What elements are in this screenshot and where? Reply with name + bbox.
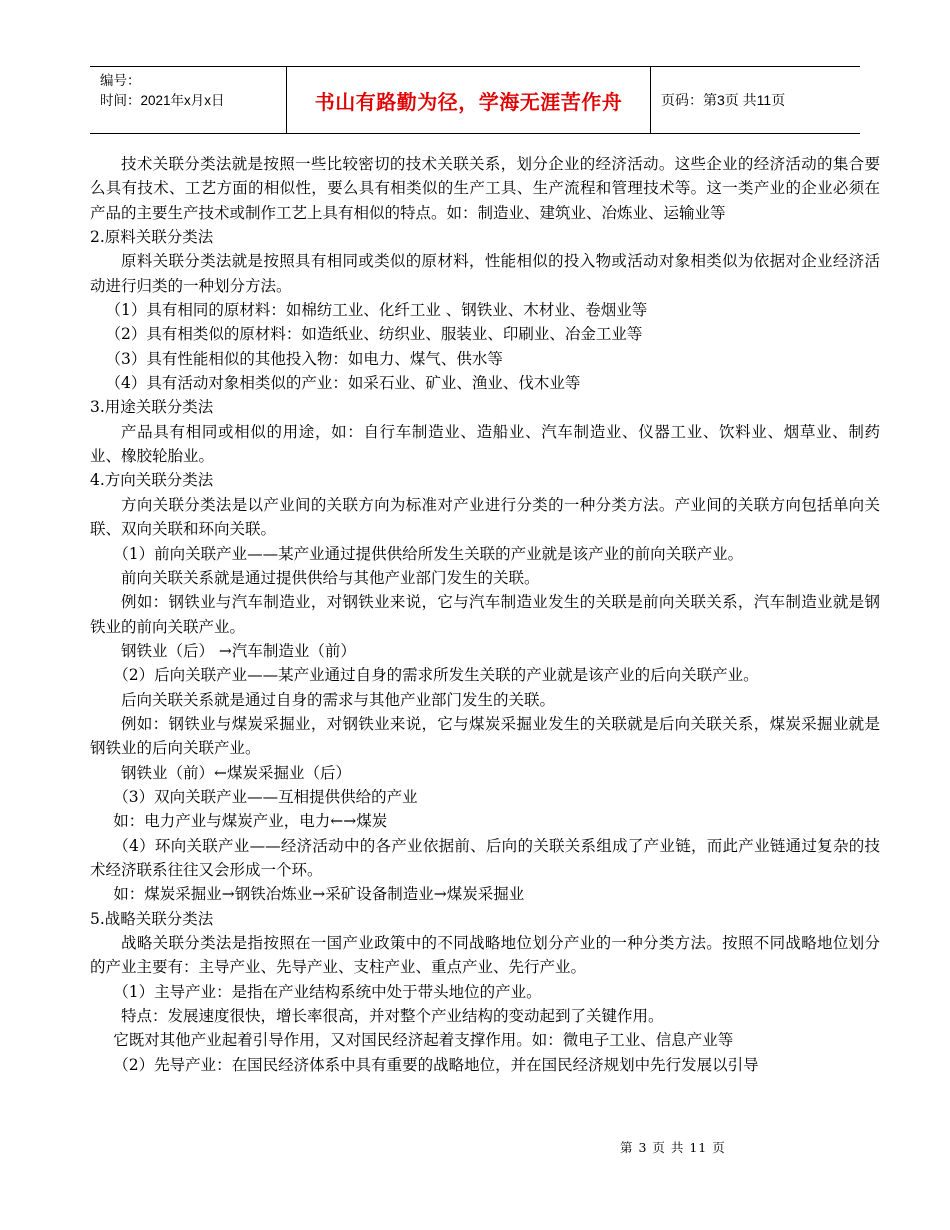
section-heading: 4.方向关联分类法 [90, 471, 214, 490]
relation-example: 如：煤炭采掘业→钢铁冶炼业→采矿设备制造业→煤炭采掘业 [113, 885, 525, 904]
page-footer: 第 3 页 共 11 页 [620, 1140, 726, 1155]
header-motto: 书山有路勤为径，学海无涯苦作舟 [286, 67, 651, 133]
list-item: （4）环向关联产业——经济活动中的各产业依据前、后向的关联关系组成了产业链，而此产业链通过复杂的技术经济联系往往又会形成一个环。 [90, 836, 880, 879]
paragraph: 后向关联关系就是通过自身的需求与其他产业部门发生的关联。 [121, 690, 556, 709]
paragraph: 它既对其他产业起着引导作用，又对国民经济起着支撑作用。如：微电子工业、信息产业等 [113, 1031, 734, 1050]
list-item: （3）双向关联产业——互相提供供给的产业 [113, 787, 418, 806]
list-item: （1）主导产业：是指在产业结构系统中处于带头地位的产业。 [113, 982, 542, 1001]
list-item: （1）具有相同的原材料：如棉纺工业、化纤工业 、钢铁业、木材业、卷烟业等 [105, 301, 648, 320]
time-label: 时间：2021年x月x日 [100, 93, 225, 108]
section-heading: 5.战略关联分类法 [90, 909, 214, 928]
section-heading: 3.用途关联分类法 [90, 398, 214, 417]
relation-example: 钢铁业（前）←煤炭采掘业（后） [121, 763, 351, 782]
paragraph: 技术关联分类法就是按照一些比较密切的技术关联关系，划分企业的经济活动。这些企业的经济活动的集合要么具有技术、工艺方面的相似性，要么具有相类似的生产工具、生产流程和管理技术等。这一类产业的企业必须在产品的主要生产技术或制作工艺上具有相似的特点。如：制造业、建筑业、冶炼业、运输业等 [90, 155, 880, 222]
list-item: （2）具有相类似的原材料：如造纸业、纺织业、服装业、印刷业、冶金工业等 [105, 325, 643, 344]
paragraph: 战略关联分类法是指按照在一国产业政策中的不同战略地位划分产业的一种分类方法。按照不同战略地位划分的产业主要有：主导产业、先导产业、支柱产业、重点产业、先行产业。 [90, 934, 880, 977]
list-item: （2）先导产业：在国民经济体系中具有重要的战略地位，并在国民经济规划中先行发展以引导 [113, 1055, 759, 1074]
list-item: （2）后向关联产业——某产业通过自身的需求所发生关联的产业就是该产业的后向关联产业。 [113, 666, 759, 685]
section-heading: 2.原料关联分类法 [90, 228, 214, 247]
paragraph: 原料关联分类法就是按照具有相同或类似的原材料，性能相似的投入物或活动对象相类似为依据对企业经济活动进行归类的一种划分方法。 [90, 252, 880, 295]
list-item: （1）前向关联产业——某产业通过提供供给所发生关联的产业就是该产业的前向关联产业。 [113, 544, 744, 563]
page-header [90, 66, 860, 134]
paragraph: 产品具有相同或相似的用途，如：自行车制造业、造船业、汽车制造业、仪器工业、饮料业、烟草业、制药业、橡胶轮胎业。 [90, 422, 880, 466]
serial-label: 编号： [100, 73, 141, 88]
list-item: （4）具有活动对象相类似的产业：如采石业、矿业、渔业、伐木业等 [105, 374, 581, 393]
paragraph: 前向关联关系就是通过提供供给与其他产业部门发生的关联。 [121, 568, 540, 587]
document-body [90, 152, 880, 1077]
header-meta [90, 67, 286, 133]
relation-example: 钢铁业（后） →汽车制造业（前） [121, 641, 356, 660]
header-page-info: 页码：第3页 共11页 [661, 92, 786, 108]
paragraph: 例如：钢铁业与汽车制造业，对钢铁业来说，它与汽车制造业发生的关联是前向关联关系，汽车制造业就是钢铁业的前向关联产业。 [90, 593, 880, 636]
paragraph: 例如：钢铁业与煤炭采掘业，对钢铁业来说，它与煤炭采掘业发生的关联就是后向关联关系，煤炭采掘业就是钢铁业的后向关联产业。 [90, 714, 880, 758]
relation-example: 如：电力产业与煤炭产业，电力←→煤炭 [113, 812, 388, 831]
paragraph: 特点：发展速度很快，增长率很高，并对整个产业结构的变动起到了关键作用。 [121, 1007, 664, 1026]
paragraph: 方向关联分类法是以产业间的关联方向为标准对产业进行分类的一种分类方法。产业间的关联方向包括单向关联、双向关联和环向关联。 [90, 495, 880, 539]
list-item: （3）具有性能相似的其他投入物：如电力、煤气、供水等 [105, 349, 503, 368]
